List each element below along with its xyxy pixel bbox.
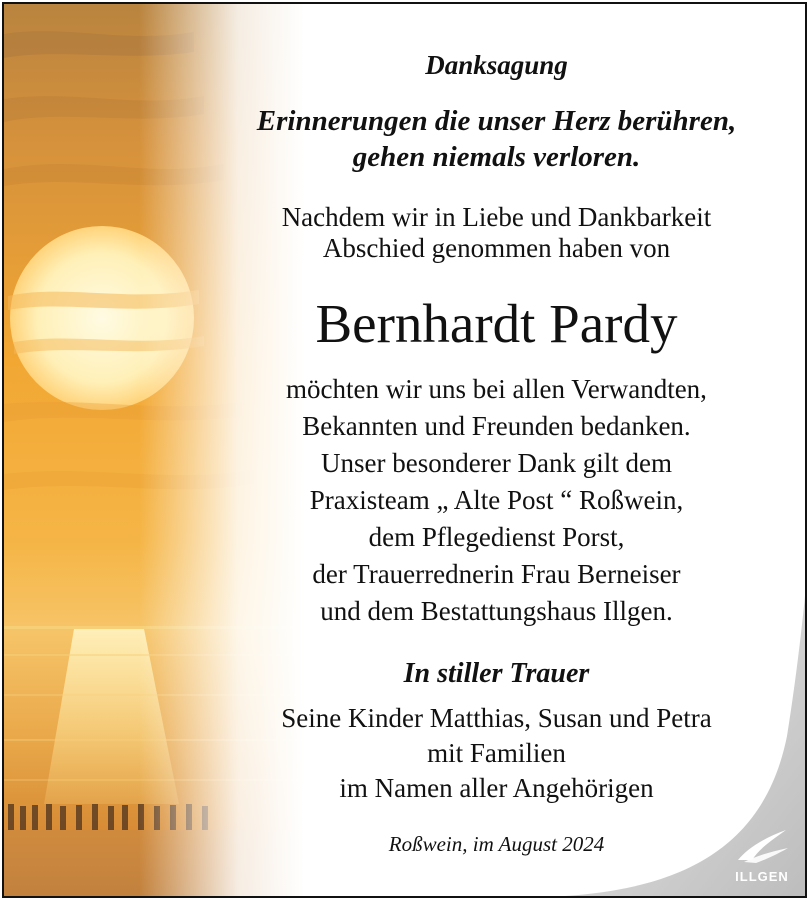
thanks-line: und dem Bestattungshaus Illgen.: [320, 596, 673, 626]
notice-text: [184, 4, 807, 898]
thanks-line: Unser besonderer Dank gilt dem: [321, 448, 672, 478]
thanks-line: Bekannten und Freunden bedanken.: [302, 411, 691, 441]
family-line: Seine Kinder Matthias, Susan und Petra: [281, 703, 712, 733]
obituary-card: [2, 2, 807, 898]
motto-line: gehen niemals verloren.: [352, 141, 641, 173]
intro-line: Nachdem wir in Liebe und Dankbarkeit: [281, 202, 712, 232]
notice-heading: Danksagung: [425, 50, 568, 80]
place-date: Roßwein, im August 2024: [388, 832, 605, 856]
motto-line: Erinnerungen die unser Herz berühren,: [256, 105, 737, 137]
thanks-line: möchten wir uns bei allen Verwandten,: [286, 374, 707, 404]
thanks-line: Praxisteam „ Alte Post “ Roßwein,: [309, 485, 684, 515]
deceased-name: Bernhardt Pardy: [315, 293, 678, 354]
thanks-line: dem Pflegedienst Porst,: [368, 522, 625, 552]
thanks-line: der Trauerrednerin Frau Berneiser: [312, 559, 681, 589]
illgen-swoosh-icon: [734, 851, 790, 868]
family-line: mit Familien: [427, 738, 566, 768]
logo-text: ILLGEN: [735, 869, 789, 884]
illgen-logo: [729, 826, 795, 888]
family-line: im Namen aller Angehörigen: [339, 773, 654, 803]
intro-line: Abschied genommen haben von: [322, 233, 671, 263]
mourning-heading: In stiller Trauer: [403, 658, 590, 689]
